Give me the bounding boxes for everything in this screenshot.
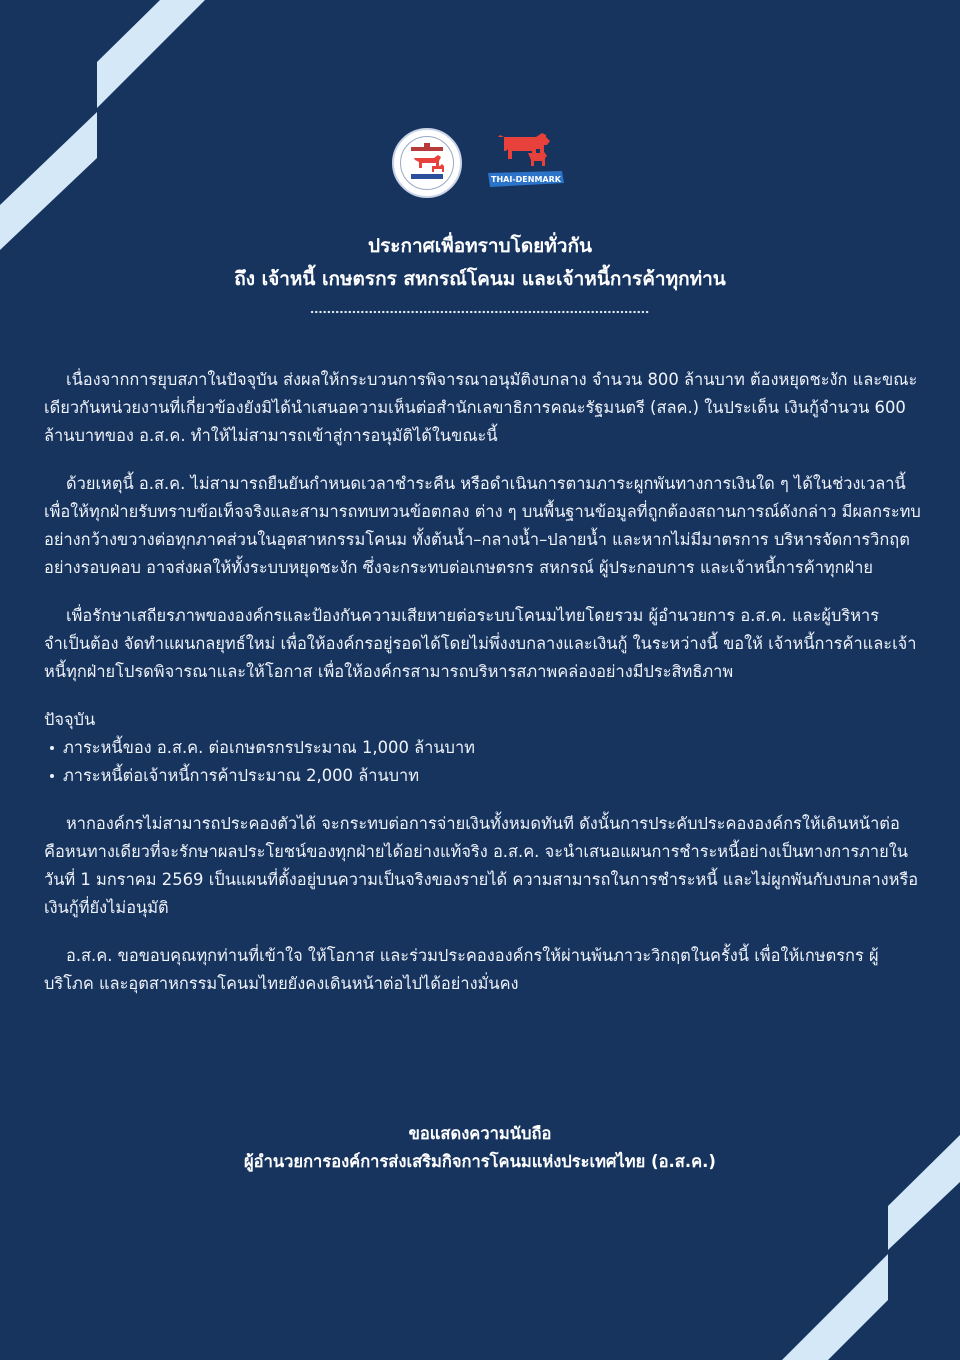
signoff-signatory: ผู้อำนวยการองค์การส่งเสริมกิจการโคนมแห่งประเทศไทย (อ.ส.ค.): [244, 1152, 716, 1171]
svg-text:THAI-DENMARK: THAI-DENMARK: [491, 175, 561, 184]
signoff-regards: ขอแสดงความนับถือ: [408, 1124, 552, 1143]
announcement-body: [44, 366, 924, 1018]
dotted-divider: [310, 310, 650, 314]
paragraph-strategy: เพื่อรักษาเสถียรภาพขององค์กรและป้องกันความเสียหายต่อระบบโคนมไทยโดยรวม ผู้อำนวยการ อ.ส.ค. และผู้บริหารจำเป็นต้อง จัดทำแผนกลยุทธ์ใหม่ เพื่อให้องค์กรอยู่รอดได้โดยไม่พึ่งงบกลางและเงินกู้ ในระหว่างนี้ ขอให้ เจ้าหนี้การค้าและเจ้าหนี้ทุกฝ่ายโปรดพิจารณาและให้โอกาส เพื่อให้องค์กรสามารถบริหารสภาพคล่องอย่างมีประสิทธิภาพ: [44, 606, 917, 681]
dpo-seal-icon: [392, 128, 462, 198]
paragraph-thanks: อ.ส.ค. ขอขอบคุณทุกท่านที่เข้าใจ ให้โอกาส และร่วมประคององค์กรให้ผ่านพ้นภาวะวิกฤตในครั้งนี้ เพื่อให้เกษตรกร ผู้บริโภค และอุตสาหกรรมโคนมไทยยังคงเดินหน้าต่อไปได้อย่างมั่นคง: [44, 946, 879, 993]
paragraph-repayment-plan: หากองค์กรไม่สามารถประคองตัวได้ จะกระทบต่อการจ่ายเงินทั้งหมดทันที ดังนั้นการประคับประคององค์กรให้เดินหน้าต่อ คือหนทางเดียวที่จะรักษาผลประโยชน์ของทุกฝ่ายได้อย่างแท้จริง อ.ส.ค. จะนำเสนอแผนการชำระหนี้อย่างเป็นทางการภายในวันที่ 1 มกราคม 2569 เป็นแผนที่ตั้งอยู่บนความเป็นจริงของรายได้ ความสามารถในการชำระหนี้ และไม่ผูกพันกับงบกลางหรือเงินกู้ที่ยังไม่อนุมัติ: [44, 814, 919, 917]
title-line-2: ถึง เจ้าหนี้ เกษตรกร สหกรณ์โคนม และเจ้าหนี้การค้าทุกท่าน: [234, 268, 726, 290]
thai-denmark-cow-icon: [484, 131, 568, 195]
logo-row: [0, 128, 960, 198]
debt-list: [44, 734, 924, 790]
current-label: ปัจจุบัน: [44, 710, 96, 729]
title-line-1: ประกาศเพื่อทราบโดยทั่วกัน: [368, 235, 592, 257]
debt-item-trade-creditors: ภาระหนี้ต่อเจ้าหนี้การค้าประมาณ 2,000 ล้านบาท: [50, 762, 924, 790]
paragraph-budget: เนื่องจากการยุบสภาในปัจจุบัน ส่งผลให้กระบวนการพิจารณาอนุมัติงบกลาง จำนวน 800 ล้านบาท ต้องหยุดชะงัก และขณะเดียวกันหน่วยงานที่เกี่ยวข้องยังมิได้นำเสนอความเห็นต่อสำนักเลขาธิการคณะรัฐมนตรี (สลค.) ในประเด็น เงินกู้จำนวน 600 ล้านบาทของ อ.ส.ค. ทำให้ไม่สามารถเข้าสู่การอนุมัติได้ในขณะนี้: [44, 370, 918, 445]
debt-item-farmers: ภาระหนี้ของ อ.ส.ค. ต่อเกษตรกรประมาณ 1,000 ล้านบาท: [50, 734, 924, 762]
paragraph-obligations: ด้วยเหตุนี้ อ.ส.ค. ไม่สามารถยืนยันกำหนดเวลาชำระคืน หรือดำเนินการตามภาระผูกพันทางการเงินใด ๆ ได้ในช่วงเวลานี้ เพื่อให้ทุกฝ่ายรับทราบข้อเท็จจริงและสามารถทบทวนข้อตกลง ต่าง ๆ บนพื้นฐานข้อมูลที่ถูกต้องสถานการณ์ดังกล่าว มีผลกระทบอย่างกว้างขวางต่อทุกภาคส่วนในอุตสาหกรรมโคนม ทั้งต้นน้ำ–กลางน้ำ–ปลายน้ำ และหากไม่มีมาตรการ บริหารจัดการวิกฤตอย่างรอบคอบ อาจส่งผลให้ทั้งระบบหยุดชะงัก ซึ่งจะกระทบต่อเกษตรกร สหกรณ์ ผู้ประกอบการ และเจ้าหนี้การค้าทุกฝ่าย: [44, 474, 921, 577]
signoff: [0, 1120, 960, 1176]
announcement-header: [0, 230, 960, 314]
